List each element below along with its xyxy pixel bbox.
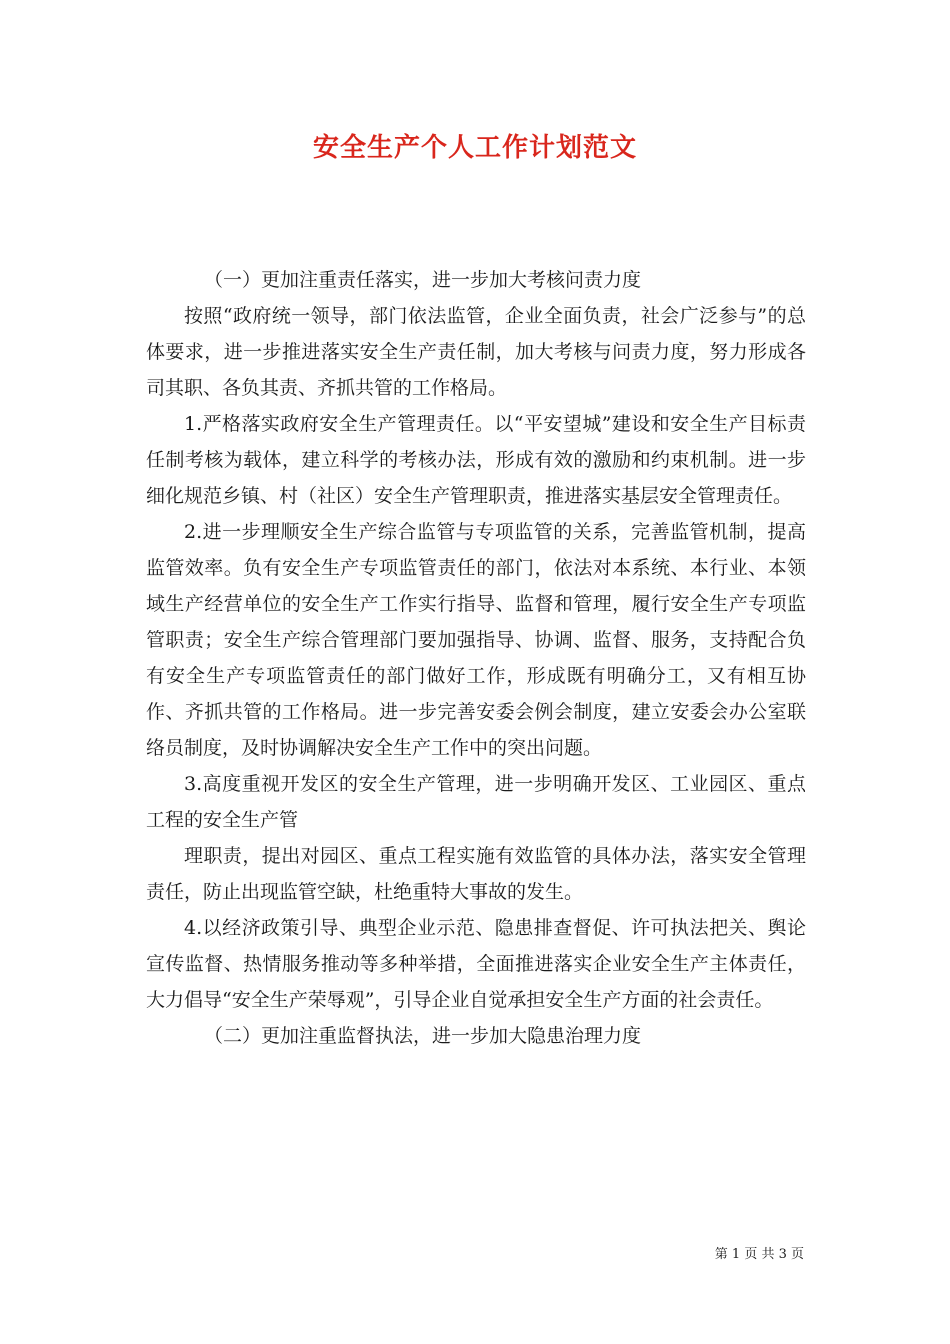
- section-heading-2: （二）更加注重监督执法，进一步加大隐患治理力度: [204, 1025, 642, 1047]
- page-title: 安全生产个人工作计划范文: [312, 133, 637, 163]
- paragraph-item-3: 3.高度重视开发区的安全生产管理，进一步明确开发区、工业园区、重点工程的安全生产管: [146, 773, 806, 831]
- page-number: 第 1 页 共 3 页: [714, 1247, 804, 1262]
- paragraph-item-3-continued: 理职责，提出对园区、重点工程实施有效监管的具体办法，落实安全管理责任，防止出现监管空缺，杜绝重特大事故的发生。: [146, 845, 806, 903]
- paragraph-item-2: 2.进一步理顺安全生产综合监管与专项监管的关系，完善监管机制，提高监管效率。负有安全生产专项监管责任的部门，依法对本系统、本行业、本领域生产经营单位的安全生产工作实行指导、监督和管理，履行安全生产专项监管职责；安全生产综合管理部门要加强指导、协调、监督、服务，支持配合负有安全生产专项监管责任的部门做好工作，形成既有明确分工，又有相互协作、齐抓共管的工作格局。进一步完善安委会例会制度，建立安委会办公室联络员制度，及时协调解决安全生产工作中的突出问题。: [146, 521, 806, 759]
- paragraph-intro: 按照“政府统一领导，部门依法监管，企业全面负责，社会广泛参与”的总体要求，进一步推进落实安全生产责任制，加大考核与问责力度，努力形成各司其职、各负其责、齐抓共管的工作格局。: [146, 305, 806, 399]
- paragraph-item-1: 1.严格落实政府安全生产管理责任。以“平安望城”建设和安全生产目标责任制考核为载体，建立科学的考核办法，形成有效的激励和约束机制。进一步细化规范乡镇、村（社区）安全生产管理职责，推进落实基层安全管理责任。: [146, 413, 806, 507]
- document-body: [146, 262, 806, 1054]
- paragraph-item-4: 4.以经济政策引导、典型企业示范、隐患排查督促、许可执法把关、舆论宣传监督、热情服务推动等多种举措，全面推进落实企业安全生产主体责任，大力倡导“安全生产荣辱观”，引导企业自觉承担安全生产方面的社会责任。: [146, 917, 806, 1011]
- section-heading-1: （一）更加注重责任落实，进一步加大考核问责力度: [204, 269, 642, 291]
